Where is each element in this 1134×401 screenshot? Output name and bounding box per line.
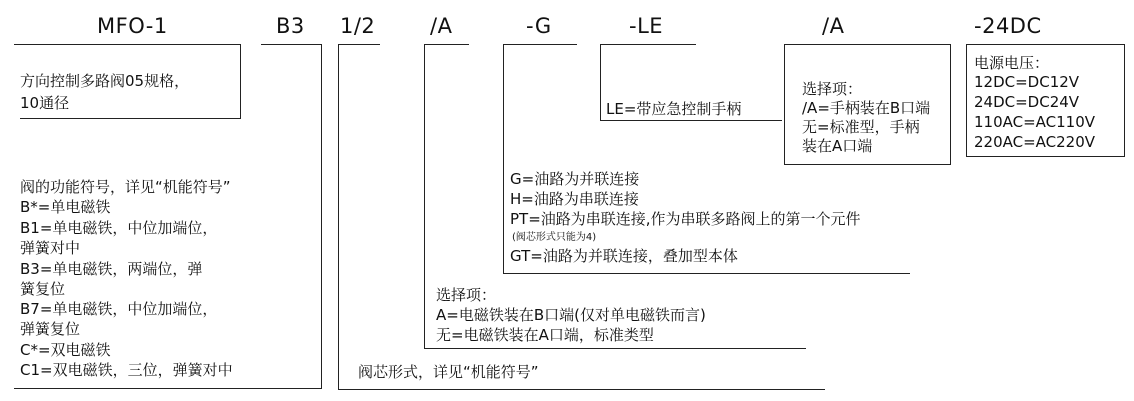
code-function: B3 <box>276 14 305 38</box>
bracket-option-a1-top <box>424 44 469 45</box>
function-desc-line-6: 簧复位 <box>20 280 66 298</box>
function-desc-line-2: B*=单电磁铁 <box>20 198 111 216</box>
option-a2-desc-line-3: 无=标准型，手柄 <box>802 118 920 136</box>
bracket-model-top <box>14 44 240 45</box>
option-a2-desc-line-1: 选择项： <box>802 80 863 98</box>
model-desc-line-1: 方向控制多路阀05规格， <box>20 72 190 90</box>
function-desc-line-9: C*=双电磁铁 <box>20 341 111 359</box>
voltage-desc-line-4: 110AC=AC110V <box>974 113 1096 131</box>
code-model: MFO-1 <box>97 14 168 38</box>
manual-desc: LE=带应急控制手柄 <box>606 100 742 118</box>
function-desc-line-5: B3=单电磁铁，两端位，弹 <box>20 260 203 278</box>
option-a2-desc-line-4: 装在A口端 <box>802 137 873 155</box>
bracket-model-bottom <box>20 118 241 119</box>
function-desc-line-4: 弹簧对中 <box>20 239 81 257</box>
bracket-option-a1-left <box>424 44 425 348</box>
function-desc-line-10: C1=双电磁铁，三位，弹簧对中 <box>20 361 233 379</box>
model-desc-line-2: 10通径 <box>20 94 70 112</box>
bracket-manual-bottom <box>600 120 782 121</box>
bracket-function-right <box>321 44 322 388</box>
bracket-option-a2-bottom <box>784 164 950 165</box>
box-voltage-right <box>1124 44 1125 157</box>
code-oil-path: -G <box>526 14 552 38</box>
oil-path-desc-g: G=油路为并联连接 <box>510 170 640 188</box>
code-option-a1: /A <box>430 14 453 38</box>
oil-path-desc-gt: GT=油路为并联连接，叠加型本体 <box>510 247 738 265</box>
bracket-option-a2-top <box>784 44 950 45</box>
code-voltage: -24DC <box>974 14 1042 38</box>
bracket-model-right <box>240 44 241 118</box>
voltage-desc-line-2: 12DC=DC12V <box>974 73 1080 91</box>
bracket-size-left <box>338 44 339 389</box>
bracket-oil-path-top <box>503 44 577 45</box>
bracket-size-top <box>338 44 380 45</box>
box-voltage-left <box>966 44 967 156</box>
bracket-option-a2-left <box>784 44 785 164</box>
code-size: 1/2 <box>340 14 376 38</box>
function-desc-line-3: B1=单电磁铁，中位加端位， <box>20 219 218 237</box>
bracket-option-a1-bottom <box>424 348 806 349</box>
bracket-function-bottom <box>14 388 322 389</box>
oil-path-desc-pt: PT=油路为串联连接,作为串联多路阀上的第一个元件 <box>510 210 861 228</box>
function-desc-line-7: B7=单电磁铁，中位加端位， <box>20 300 218 318</box>
code-option-a2: /A <box>822 14 845 38</box>
box-voltage-top <box>966 44 1124 45</box>
voltage-desc-line-3: 24DC=DC24V <box>974 93 1080 111</box>
bracket-manual-left <box>600 44 601 120</box>
bracket-manual-top <box>600 44 696 45</box>
option-a1-desc-line-2: A=电磁铁装在B口端(仅对单电磁铁而言) <box>436 306 706 324</box>
function-desc-line-8: 弹簧复位 <box>20 320 81 338</box>
option-a2-desc-line-2: /A=手柄装在B口端 <box>802 99 931 117</box>
bracket-oil-path-bottom <box>503 273 910 274</box>
voltage-desc-line-5: 220AC=AC220V <box>974 133 1096 151</box>
function-desc-line-1: 阀的功能符号，详见“机能符号” <box>20 178 231 196</box>
code-manual: -LE <box>629 14 664 38</box>
bracket-option-a2-right <box>950 44 951 165</box>
oil-path-desc-pt-note: (阀芯形式只能为4) <box>512 232 597 243</box>
bracket-function-top <box>261 44 321 45</box>
option-a1-desc-line-1: 选择项： <box>436 286 497 304</box>
oil-path-desc-h: H=油路为串联连接 <box>510 190 639 208</box>
size-desc: 阀芯形式，详见“机能符号” <box>358 363 539 381</box>
bracket-oil-path-left <box>503 44 504 273</box>
option-a1-desc-line-3: 无=电磁铁装在A口端，标准类型 <box>436 326 654 344</box>
box-voltage-bottom <box>966 156 1124 157</box>
voltage-desc-line-1: 电源电压： <box>974 54 1050 72</box>
bracket-size-bottom <box>338 389 825 390</box>
